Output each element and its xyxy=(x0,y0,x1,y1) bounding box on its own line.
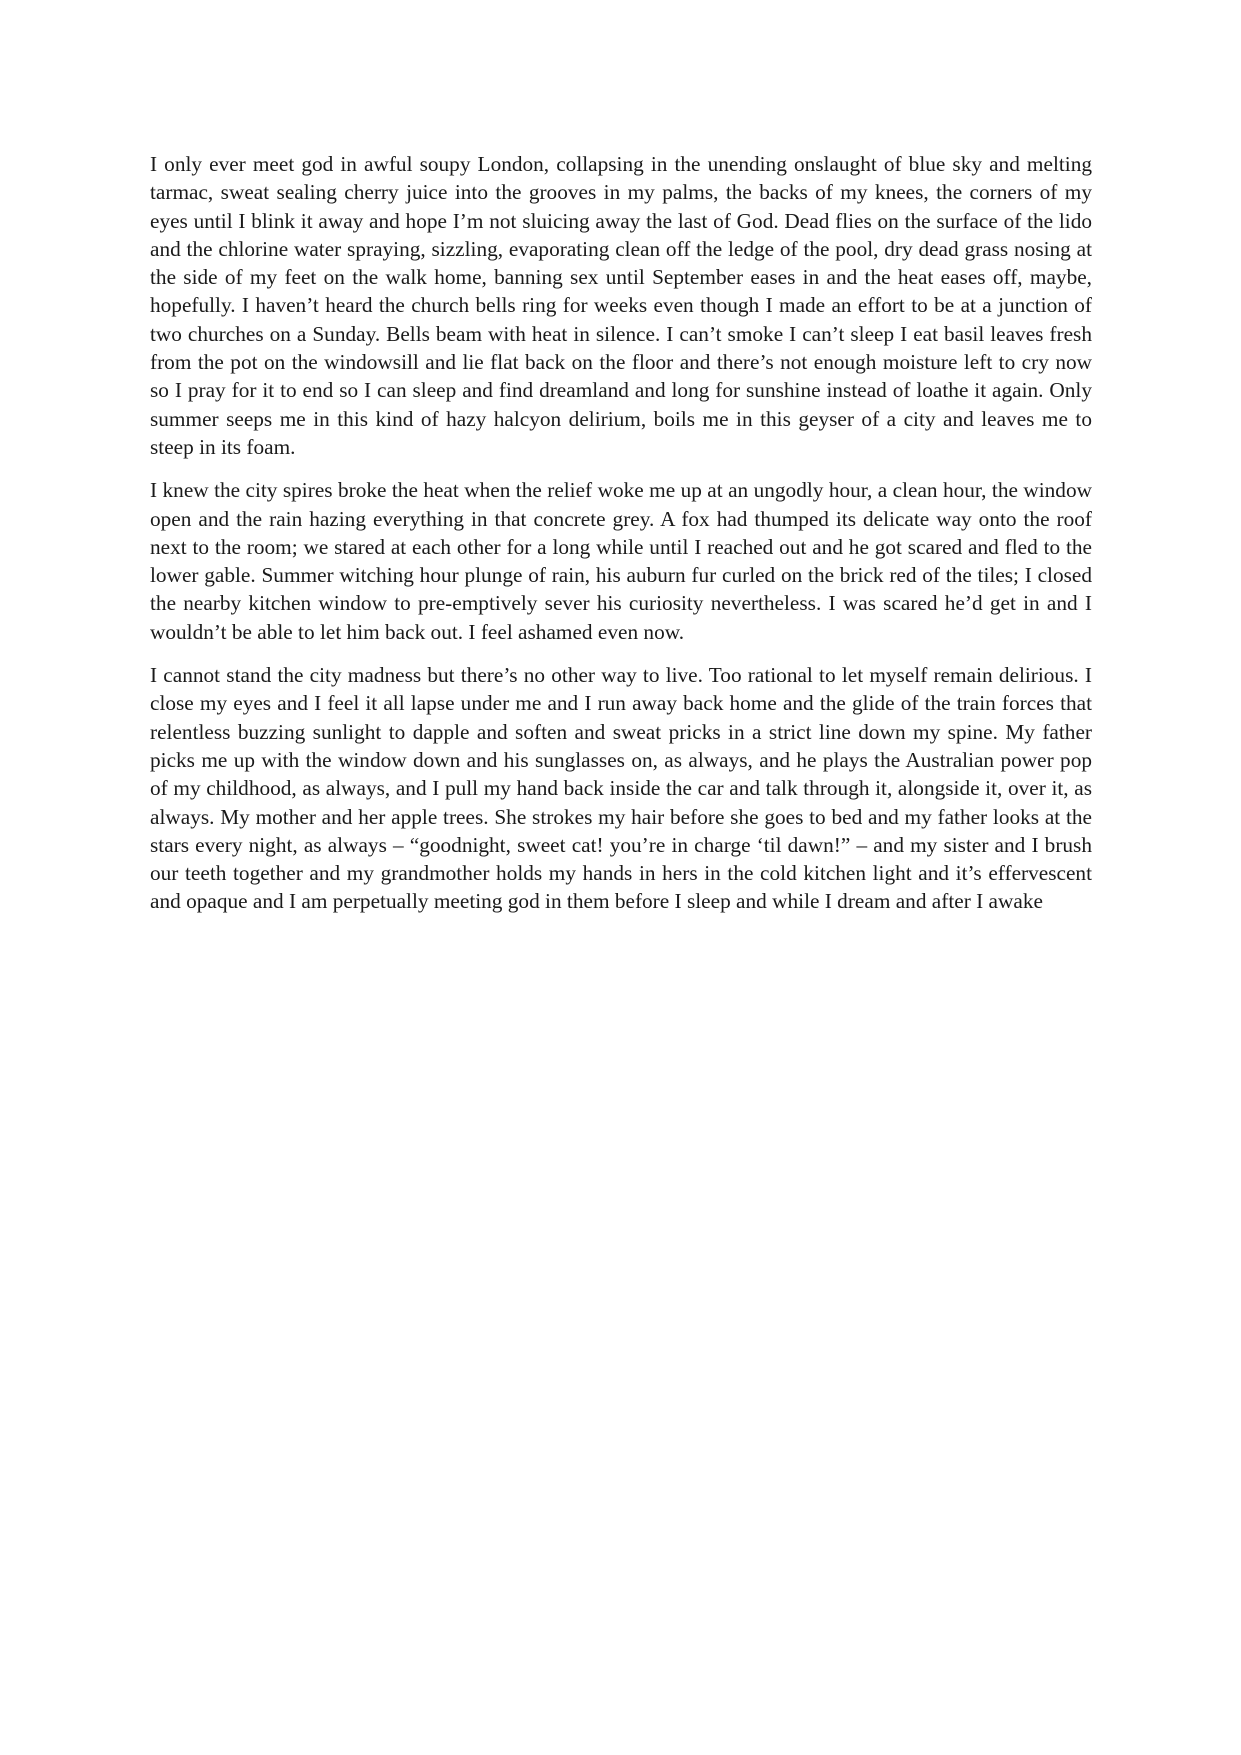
paragraph-2: I knew the city spires broke the heat when the relief woke me up at an ungodly hour, a clean hour, the window open and the rain hazing everything in that concrete grey. A fox had thumped its delicate way onto the roof next to the room; we stared at each other for a long while until I reached out and he got scared and fled to the lower gable. Summer witching hour plunge of rain, his auburn fur curled on the brick red of the tiles; I closed the nearby kitchen window to pre-emptively sever his curiosity nevertheless. I was scared he’d get in and I wouldn’t be able to let him back out. I feel ashamed even now. xyxy=(150,478,1092,644)
body-text xyxy=(150,150,1092,931)
paragraph-1: I only ever meet god in awful soupy London, collapsing in the unending onslaught of blue sky and melting tarmac, sweat sealing cherry juice into the grooves in my palms, the backs of my knees, the corners of my eyes until I blink it away and hope I’m not sluicing away the last of God. Dead flies on the surface of the lido and the chlorine water spraying, sizzling, evaporating clean off the ledge of the pool, dry dead grass nosing at the side of my feet on the walk home, banning sex until September eases in and the heat eases off, maybe, hopefully. I haven’t heard the church bells ring for weeks even though I made an effort to be at a junction of two churches on a Sunday. Bells beam with heat in silence. I can’t smoke I can’t sleep I eat basil leaves fresh from the pot on the windowsill and lie flat back on the floor and there’s not enough moisture left to cry now so I pray for it to end so I can sleep and find dreamland and long for sunshine instead of loathe it again. Only summer seeps me in this kind of hazy halcyon delirium, boils me in this geyser of a city and leaves me to steep in its foam. xyxy=(150,152,1092,459)
paragraph-3: I cannot stand the city madness but there’s no other way to live. Too rational to let myself remain delirious. I close my eyes and I feel it all lapse under me and I run away back home and the glide of the train forces that relentless buzzing sunlight to dapple and soften and sweat pricks in a strict line down my spine. My father picks me up with the window down and his sunglasses on, as always, and he plays the Australian power pop of my childhood, as always, and I pull my hand back inside the car and talk through it, alongside it, over it, as always. My mother and her apple trees. She strokes my hair before she goes to bed and my father looks at the stars every night, as always – “goodnight, sweet cat! you’re in charge ‘til dawn!” – and my sister and I brush our teeth together and my grandmother holds my hands in hers in the cold kitchen light and it’s effervescent and opaque and I am perpetually meeting god in them before I sleep and while I dream and after I awake xyxy=(150,663,1092,914)
